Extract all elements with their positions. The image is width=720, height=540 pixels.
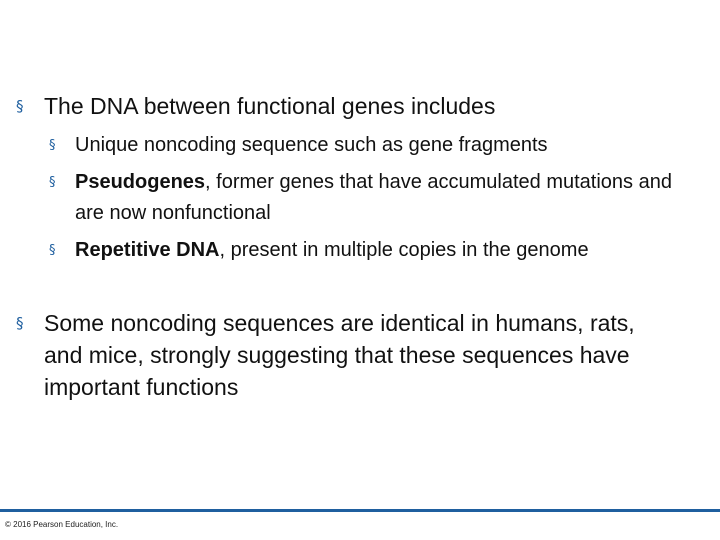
footer-divider [0, 509, 720, 512]
sub-bullet-text [75, 130, 705, 161]
sub-bullet-text [75, 167, 685, 229]
sub-bullet-icon: § [49, 138, 56, 153]
sub-bullet-bold: Pseudogenes [75, 171, 206, 193]
sub-bullet-icon: § [49, 175, 56, 190]
sub-bullet-text [75, 235, 675, 266]
sub-bullet-bold: Repetitive DNA [75, 239, 220, 261]
bullet-text: The DNA between functional genes includes [44, 93, 496, 119]
bullet-text: Some noncoding sequences are identical in humans, rats, and mice, strongly suggesting that these sequences have important functions [44, 310, 635, 400]
bullet-icon: § [16, 314, 24, 332]
copyright-text: © 2016 Pearson Education, Inc. [5, 520, 119, 529]
sub-bullet-icon: § [49, 243, 56, 258]
sub-bullet-rest: , former genes that have accumulated mutations and are now nonfunctional [75, 171, 672, 224]
sub-bullet-rest: , present in multiple copies in the genome [219, 239, 589, 261]
sub-bullet-rest: Unique noncoding sequence such as gene fragments [75, 134, 548, 156]
bullet-icon: § [16, 97, 24, 115]
